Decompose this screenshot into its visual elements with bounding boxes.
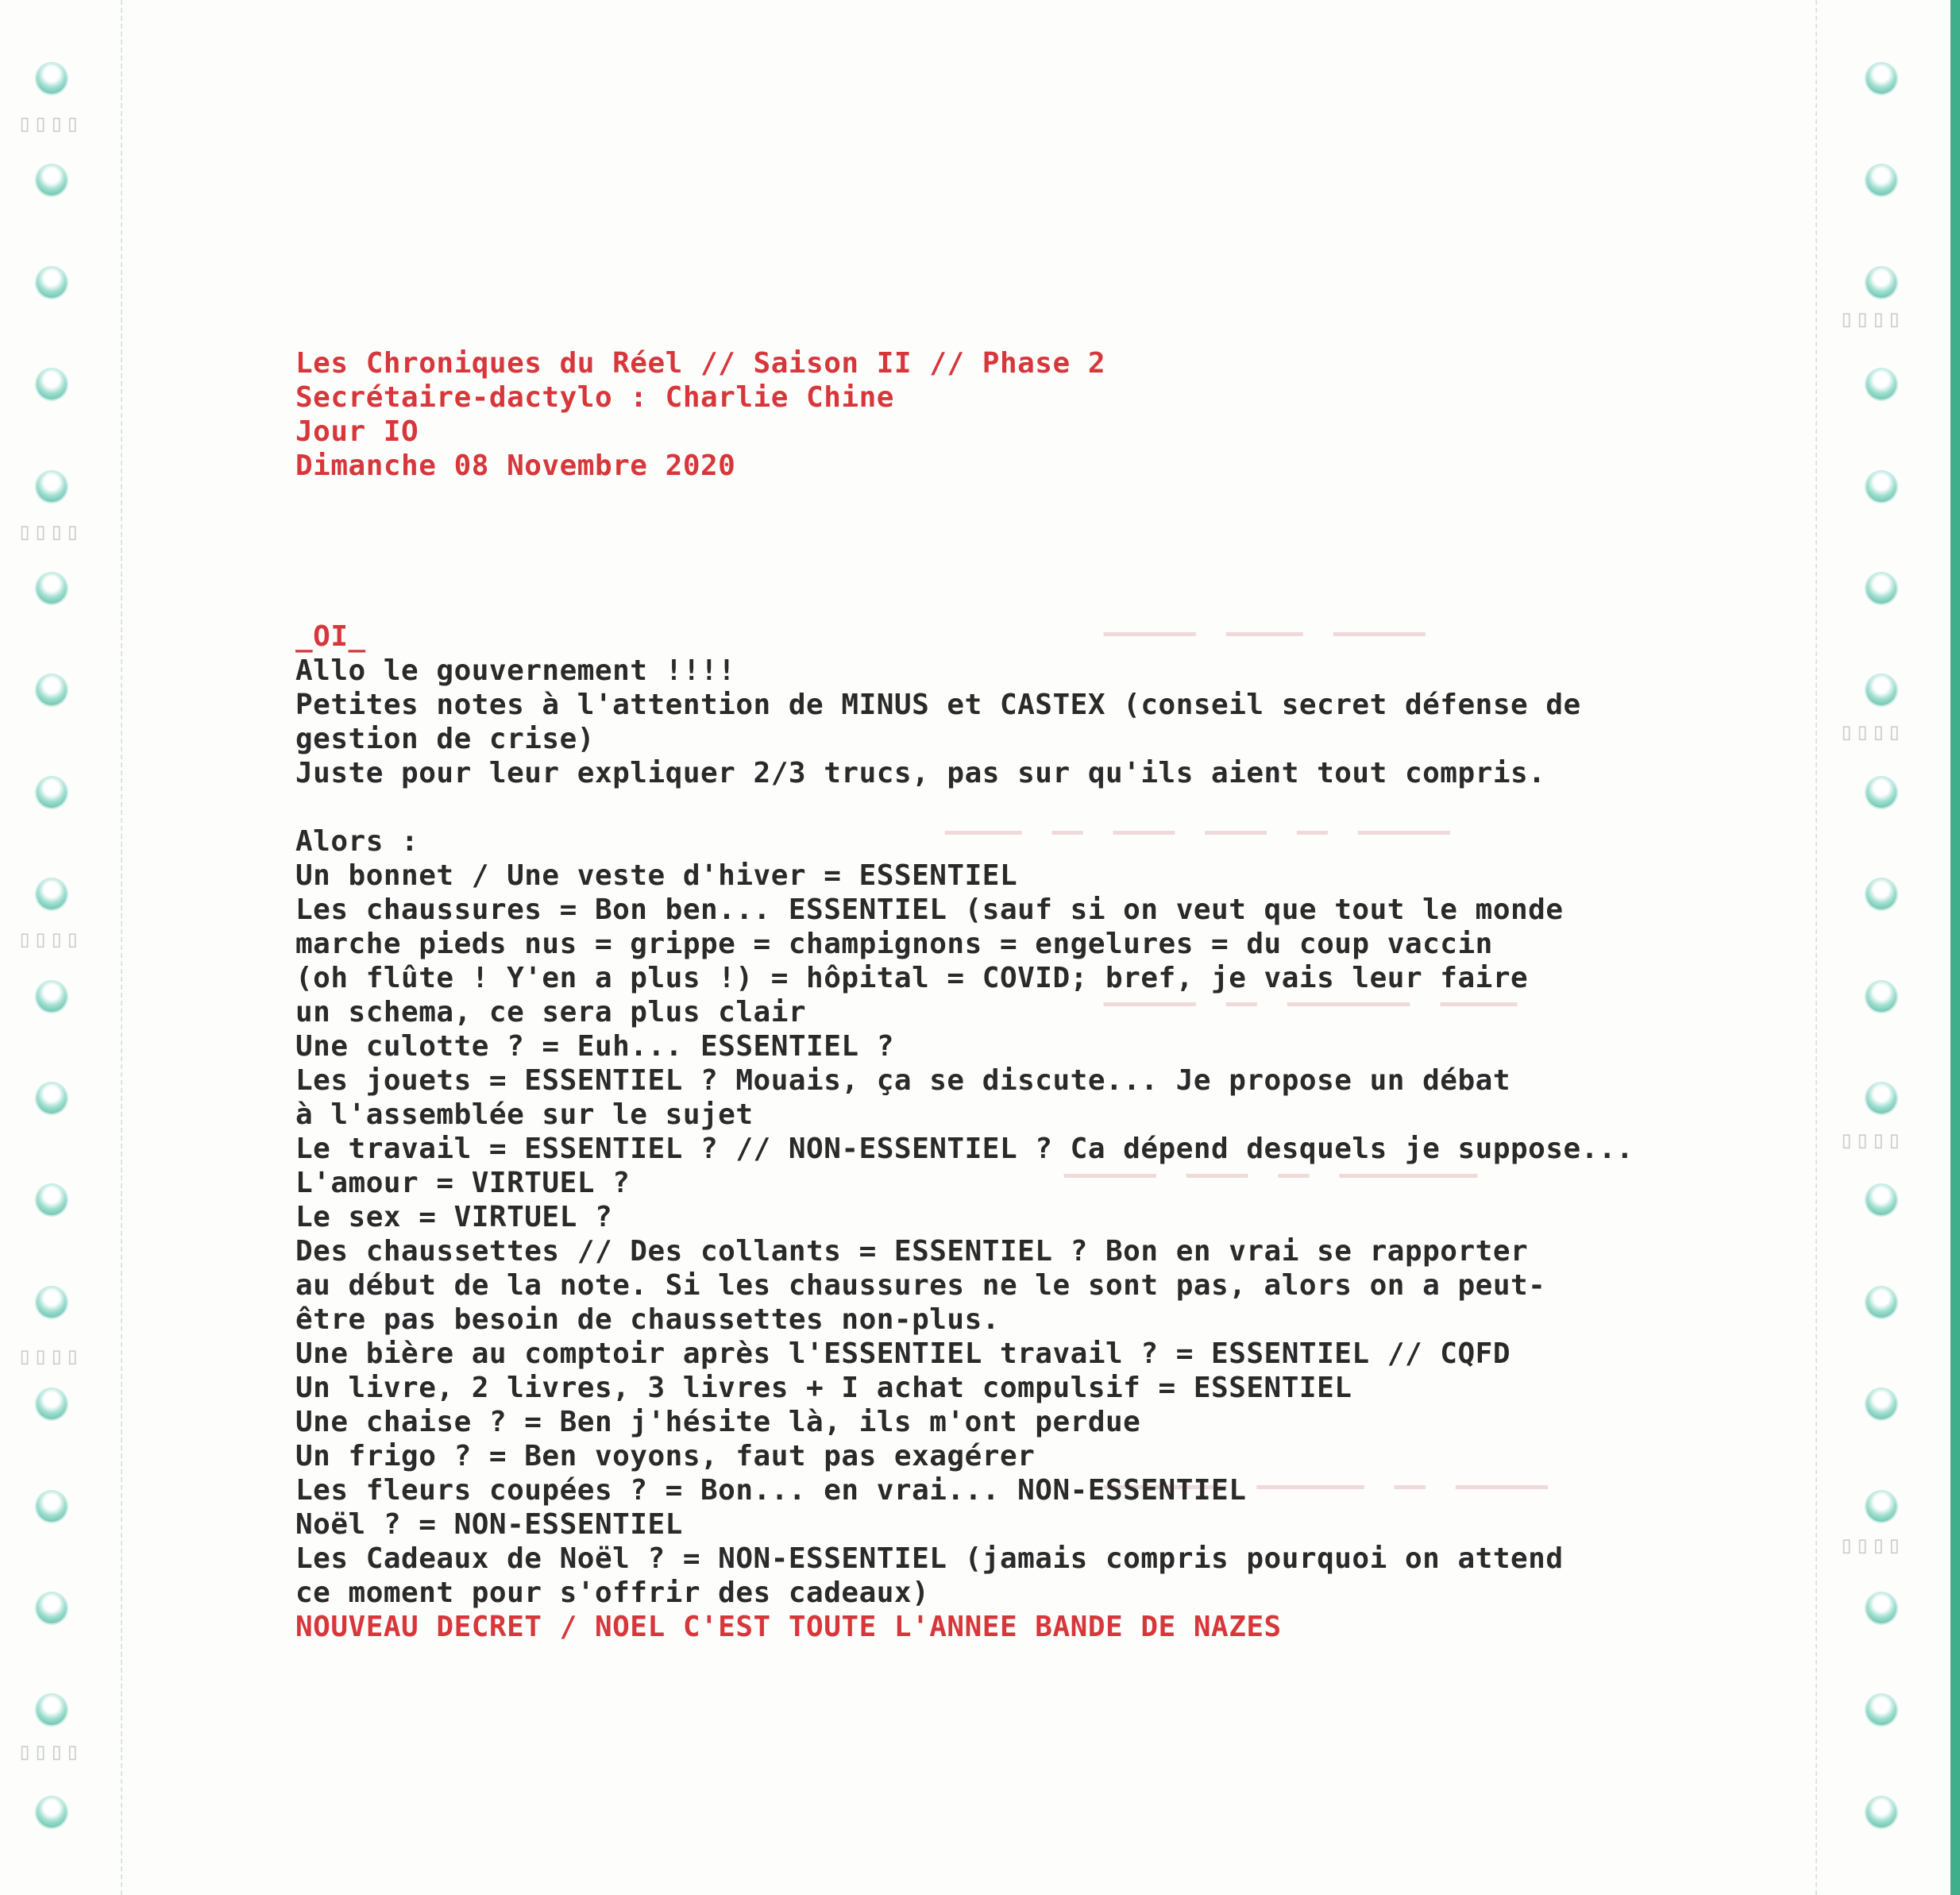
perforation-hole [37,778,67,808]
perforation-hole [1866,369,1896,399]
note-line: Le sex = VIRTUEL ? [295,1201,613,1233]
note-line: être pas besoin de chaussettes non-plus. [295,1303,1000,1336]
perforation-hole [1866,268,1896,298]
show-through-smudge: ▔▔▔▔▔ ▔▔ ▔▔▔▔ ▔▔▔▔ ▔▔ ▔▔▔▔▔▔ [945,831,1450,861]
note-line: Un frigo ? = Ben voyons, faut pas exagérer [295,1440,1036,1472]
closing-decree: NOUVEAU DECRET / NOEL C'EST TOUTE L'ANNEE BANDE DE NAZES [295,1611,1282,1643]
perforation-hole [37,573,67,604]
note-line: Allo le gouvernement !!!! [295,654,736,687]
perforation-hole [1866,1492,1896,1522]
header-secretary: Secrétaire-dactylo : Charlie Chine [295,381,894,414]
perforation-hole [1866,1287,1896,1318]
perforation-hole [1866,573,1896,604]
note-line: Les jouets = ESSENTIEL ? Mouais, ça se discute... Je propose un débat [295,1064,1511,1097]
perforation-hole [37,1083,67,1113]
note-line: Les Cadeaux de Noël ? = NON-ESSENTIEL (jamais compris pourquoi on attend [295,1542,1564,1575]
header-day: Jour IO [295,415,419,448]
perforation-hole [37,1797,67,1827]
note-line: Le travail = ESSENTIEL ? // NON-ESSENTIEL ? Ca dépend desquels je suppose... [295,1133,1634,1165]
perforation-hole [1866,982,1896,1012]
note-line: Noël ? = NON-ESSENTIEL [295,1508,683,1541]
note-line: L'amour = VIRTUEL ? [295,1167,631,1199]
perforation-hole [37,64,67,94]
note-line: gestion de crise) [295,723,595,755]
green-paper-edge [1950,0,1960,1895]
perforation-notch: ▯▯▯▯ [17,110,82,137]
show-through-smudge: ▔▔▔▔▔▔ ▔▔▔▔ ▔▔ ▔▔▔▔▔▔▔▔▔ [1064,1174,1478,1204]
perforation-hole [1866,1797,1896,1827]
perforation-hole [37,369,67,399]
perforation-hole [1866,778,1896,808]
note-line: Un livre, 2 livres, 3 livres + I achat compulsif = ESSENTIEL [295,1372,1352,1404]
note-number: _OI_ [295,620,366,653]
note-line: Alors : [295,825,419,858]
perforation-notch: ▯▯▯▯ [17,1738,82,1766]
perforation-hole [37,268,67,298]
perforation-hole [37,1593,67,1623]
perforation-hole [1866,1593,1896,1623]
show-through-smudge: ▔▔▔▔▔▔ ▔▔▔▔▔ ▔▔▔▔▔▔ [1104,632,1426,662]
show-through-smudge: ▔▔▔▔▔▔▔▔ ▔▔▔▔▔▔▔ ▔▔ ▔▔▔▔▔▔ [1104,1485,1548,1515]
perforation-hole [37,1287,67,1318]
perforation-hole [1866,64,1896,94]
note-line: Les chaussures = Bon ben... ESSENTIEL (sauf si on veut que tout le monde [295,893,1564,926]
note-line: Une bière au comptoir après l'ESSENTIEL travail ? = ESSENTIEL // CQFD [295,1337,1511,1370]
note-line: Un bonnet / Une veste d'hiver = ESSENTIEL [295,859,1018,892]
perforation-hole [37,1492,67,1522]
perforation-hole [1866,1389,1896,1419]
note-line: Une culotte ? = Euh... ESSENTIEL ? [295,1030,894,1063]
header-date: Dimanche 08 Novembre 2020 [295,450,736,482]
note-line: Des chaussettes // Des collants = ESSENTIEL ? Bon en vrai se rapporter [295,1235,1529,1268]
note-line: Les fleurs coupées ? = Bon... en vrai... NON-ESSENTIEL [295,1474,1247,1507]
note-line: un schema, ce sera plus clair [295,996,807,1029]
perforation-hole [37,982,67,1012]
perforation-notch: ▯▯▯▯ [1839,1531,1904,1559]
perforation-notch: ▯▯▯▯ [1839,1126,1904,1154]
note-line: ce moment pour s'offrir des cadeaux) [295,1577,930,1609]
perforation-notch: ▯▯▯▯ [1839,305,1904,333]
perforation-hole [1866,879,1896,909]
perforation-hole [1866,472,1896,502]
note-line: Juste pour leur expliquer 2/3 trucs, pas sur qu'ils aient tout compris. [295,757,1546,789]
header-title: Les Chroniques du Réel // Saison II // Phase 2 [295,347,1105,380]
note-line: (oh flûte ! Y'en a plus !) = hôpital = COVID; bref, je vais leur faire [295,962,1529,994]
perforation-notch: ▯▯▯▯ [17,518,82,546]
perforation-notch: ▯▯▯▯ [1839,718,1904,746]
perforation-hole [37,879,67,909]
perforation-hole [37,1389,67,1419]
perforation-hole [37,472,67,502]
note-line: au début de la note. Si les chaussures ne le sont pas, alors on a peut- [295,1269,1546,1302]
perforation-notch: ▯▯▯▯ [17,925,82,953]
note-line: Petites notes à l'attention de MINUS et CASTEX (conseil secret défense de [295,689,1581,721]
show-through-smudge: ▔▔▔▔▔▔ ▔▔ ▔▔▔▔▔▔▔▔ ▔▔▔▔▔ [1104,1002,1518,1032]
perforation-hole [1866,1083,1896,1113]
perforation-notch: ▯▯▯▯ [17,1342,82,1370]
note-line: Une chaise ? = Ben j'hésite là, ils m'ont perdue [295,1406,1141,1438]
note-line: marche pieds nus = grippe = champignons = engelures = du coup vaccin [295,928,1493,960]
note-line: à l'assemblée sur le sujet [295,1098,754,1131]
